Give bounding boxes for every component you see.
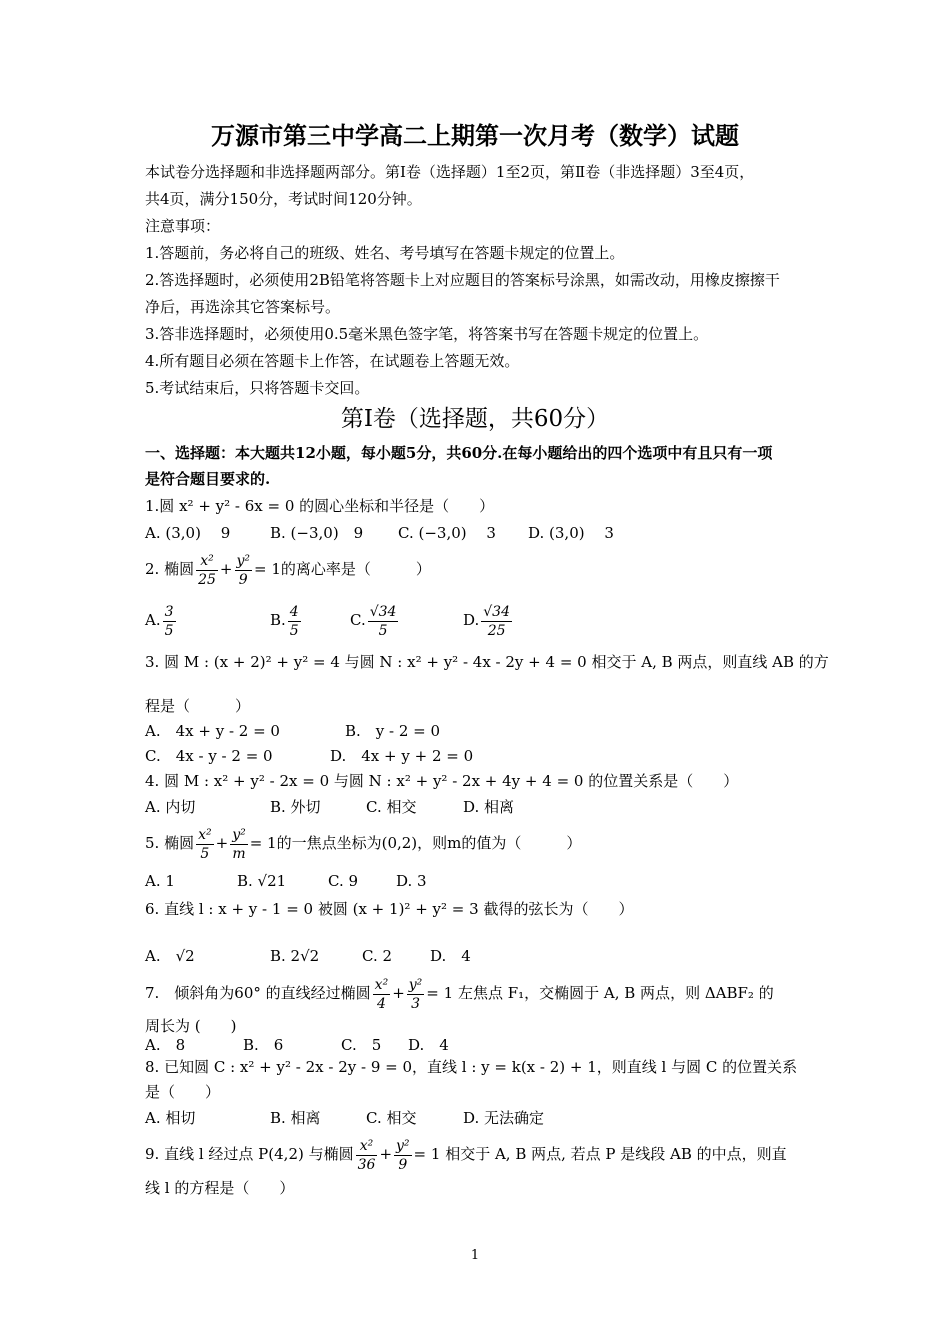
q3-option-d: D. 4x + y + 2 = 0 <box>330 747 474 765</box>
q2-option-b: B. $\frac{4}{5}$ <box>270 603 299 639</box>
q7-option-a: A. 8 <box>145 1036 186 1054</box>
q6-option-c: C. 2 <box>362 947 393 965</box>
part-heading-2: 是符合题目要求的. <box>145 470 271 488</box>
q6-option-b: B. 2√2 <box>270 947 320 965</box>
note-2: 2.答选择题时，必须使用2B铅笔将答题卡上对应题目的答案标号涂黑，如需改动，用橡皮擦擦干 <box>145 271 780 289</box>
intro-line-2: 共4页，满分150分，考试时间120分钟。 <box>145 190 422 208</box>
note-5: 5.考试结束后，只将答题卡交回。 <box>145 379 370 397</box>
q4-option-d: D. 相离 <box>463 798 515 816</box>
question-9-cont: 线 l 的方程是（ ） <box>145 1179 295 1197</box>
q7-option-c: C. 5 <box>341 1036 382 1054</box>
q3-option-a: A. 4x + y - 2 = 0 <box>145 722 280 740</box>
question-5: 5. 椭圆 $\frac{\text{x²}}{5}$ + $\frac{\text{y²}}{m}$ = 1的一焦点坐标为(0,2)，则m的值为（ ） <box>145 826 582 862</box>
question-9: 9. 直线 l 经过点 P(4,2) 与椭圆 $\frac{\text{x²}}{36}$ + $\frac{\text{y²}}{9}$ = 1 相交于 A, B 两点, 若点 P 是线段 AB 的中点，则直 <box>145 1137 787 1173</box>
q1-option-d: D. (3,0) 3 <box>528 524 614 542</box>
question-1: 1.圆 x² + y² - 6x = 0 的圆心坐标和半径是（ ） <box>145 497 495 515</box>
q8-option-a: A. 相切 <box>145 1109 196 1127</box>
q6-option-a: A. √2 <box>145 947 195 965</box>
note-1: 1.答题前，务必将自己的班级、姓名、考号填写在答题卡规定的位置上。 <box>145 244 625 262</box>
q8-option-d: D. 无法确定 <box>463 1109 545 1127</box>
question-2: 2. 椭圆 $\frac{\text{x²}}{25}$ + $\frac{\text{y²}}{9}$ = 1的离心率是（ ） <box>145 552 431 588</box>
q1-option-c: C. (−3,0) 3 <box>398 524 496 542</box>
intro-line-1: 本试卷分选择题和非选择题两部分。第Ⅰ卷（选择题）1至2页，第Ⅱ卷（非选择题）3至4页， <box>145 163 755 181</box>
section-title: 第Ⅰ卷（选择题，共60分） <box>340 406 610 432</box>
question-7-cont: 周长为 ( ) <box>145 1017 237 1035</box>
note-2-cont: 净后，再选涂其它答案标号。 <box>145 298 341 316</box>
page-number: 1 <box>470 1248 480 1263</box>
question-7: 7. 倾斜角为60° 的直线经过椭圆 $\frac{\text{x²}}{4}$ + $\frac{\text{y²}}{3}$ = 1 左焦点 F₁，交椭圆于 A, B 两点，则 ΔABF₂ 的 <box>145 976 774 1012</box>
q2-option-a: A. $\frac{3}{5}$ <box>145 603 174 639</box>
q8-option-c: C. 相交 <box>366 1109 417 1127</box>
question-6: 6. 直线 l : x + y - 1 = 0 被圆 (x + 1)² + y² = 3 截得的弦长为（ ） <box>145 900 634 918</box>
q6-option-d: D. 4 <box>430 947 471 965</box>
q7-option-b: B. 6 <box>243 1036 284 1054</box>
q5-option-b: B. √21 <box>237 872 287 890</box>
q3-option-c: C. 4x - y - 2 = 0 <box>145 747 273 765</box>
q4-option-a: A. 内切 <box>145 798 196 816</box>
q4-option-c: C. 相交 <box>366 798 417 816</box>
q5-option-a: A. 1 <box>145 872 175 890</box>
question-8: 8. 已知圆 C : x² + y² - 2x - 2y - 9 = 0，直线 l : y = k(x - 2) + 1，则直线 l 与圆 C 的位置关系 <box>145 1058 798 1076</box>
q4-option-b: B. 外切 <box>270 798 321 816</box>
q2-option-c: C. $\frac{√34}{5}$ <box>350 603 397 639</box>
question-3-cont: 程是（ ） <box>145 697 251 715</box>
note-3: 3.答非选择题时，必须使用0.5毫米黑色签字笔，将答案书写在答题卡规定的位置上。 <box>145 325 709 343</box>
note-4: 4.所有题目必须在答题卡上作答，在试题卷上答题无效。 <box>145 352 520 370</box>
q3-option-b: B. y - 2 = 0 <box>345 722 441 740</box>
q7-option-d: D. 4 <box>408 1036 449 1054</box>
part-heading-1: 一、选择题：本大题共12小题，每小题5分，共60分.在每小题给出的四个选项中有且只有一项 <box>145 444 773 462</box>
question-4: 4. 圆 M : x² + y² - 2x = 0 与圆 N : x² + y² - 2x + 4y + 4 = 0 的位置关系是（ ） <box>145 772 739 790</box>
question-3: 3. 圆 M : (x + 2)² + y² = 4 与圆 N : x² + y² - 4x - 2y + 4 = 0 相交于 A, B 两点，则直线 AB 的方 <box>145 653 829 671</box>
q1-option-b: B. (−3,0) 9 <box>270 524 364 542</box>
question-8-cont: 是（ ） <box>145 1083 221 1101</box>
exam-title: 万源市第三中学高二上期第一次月考（数学）试题 <box>211 121 739 150</box>
q2-option-d: D. $\frac{√34}{25}$ <box>463 603 511 639</box>
q5-option-c: C. 9 <box>328 872 359 890</box>
notes-heading: 注意事项： <box>145 217 221 235</box>
q1-option-a: A. (3,0) 9 <box>145 524 231 542</box>
q8-option-b: B. 相离 <box>270 1109 321 1127</box>
q5-option-d: D. 3 <box>396 872 427 890</box>
